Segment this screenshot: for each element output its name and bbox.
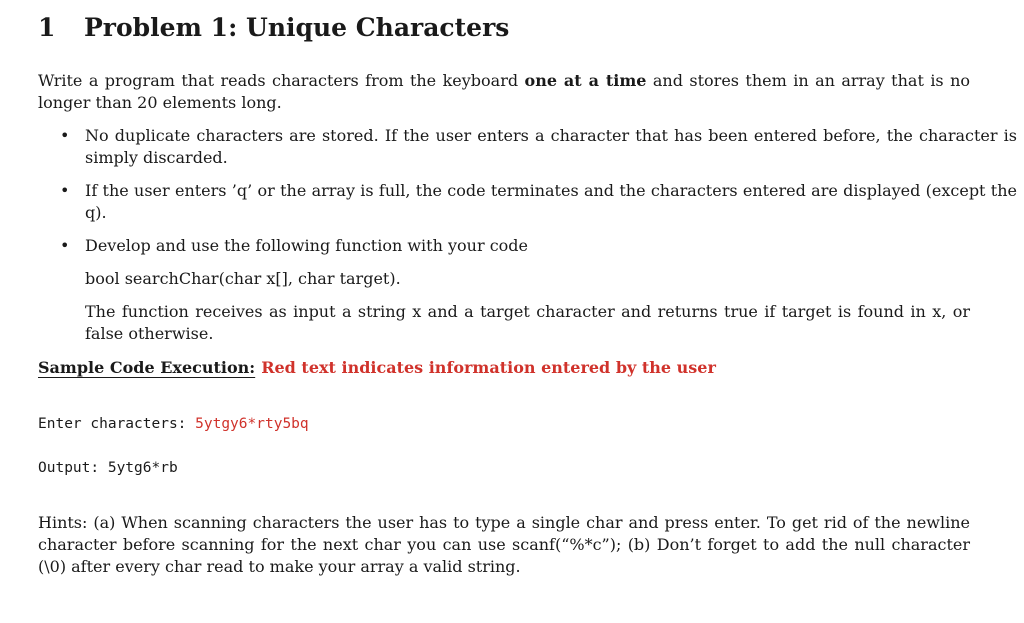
section-title: Problem 1: Unique Characters xyxy=(84,13,510,42)
intro-text-end: and stores them in an array that is no longer than 20 elements long. xyxy=(38,71,971,112)
intro-text-start: Write a program that reads characters from the keyboard xyxy=(38,71,525,90)
bullet-icon: • xyxy=(60,126,70,145)
bullet-icon: • xyxy=(60,236,70,255)
section-number: 1 xyxy=(38,13,56,42)
section-heading xyxy=(38,10,978,50)
bullet-icon: • xyxy=(60,181,70,200)
list-item xyxy=(38,235,1017,257)
sample-output-label: Output: xyxy=(38,460,108,476)
document-page xyxy=(38,10,1017,576)
sample-heading xyxy=(38,357,716,379)
function-description: The function receives as input a string x and a target character and returns true if target is found in x, or false otherwise. xyxy=(85,302,970,343)
sample-prompt-label: Enter characters: xyxy=(38,416,196,432)
sample-heading-note: Red text indicates information entered by the user xyxy=(261,358,716,377)
sample-prompt-input: 5ytgy6*rty5bq xyxy=(195,416,309,432)
sample-heading-label: Sample Code Execution: xyxy=(38,358,256,377)
hints-paragraph: Hints: (a) When scanning characters the user has to type a single char and press enter. To get rid of the newline character before scanning for the next char you can use scanf(“%*c”); (b) Don’t forget to add the null character (\0) after every char read to make your array a valid string. xyxy=(38,513,970,576)
list-item-text: If the user enters ’q’ or the array is full, the code terminates and the characters entered are displayed (except the q). xyxy=(85,181,1017,222)
function-signature: bool searchChar(char x[], char target). xyxy=(85,269,401,288)
intro-emphasis: one at a time xyxy=(524,71,647,90)
list-item xyxy=(38,180,1017,224)
sample-output-value: 5ytg6*rb xyxy=(107,460,178,476)
list-item-text: Develop and use the following function with your code xyxy=(85,236,528,255)
intro-paragraph xyxy=(38,70,970,114)
sample-prompt-line xyxy=(38,414,309,434)
sample-output-line xyxy=(38,458,178,478)
list-item xyxy=(38,125,1017,169)
list-item-text: No duplicate characters are stored. If the user enters a character that has been entered before, the character is simply discarded. xyxy=(85,126,1017,167)
